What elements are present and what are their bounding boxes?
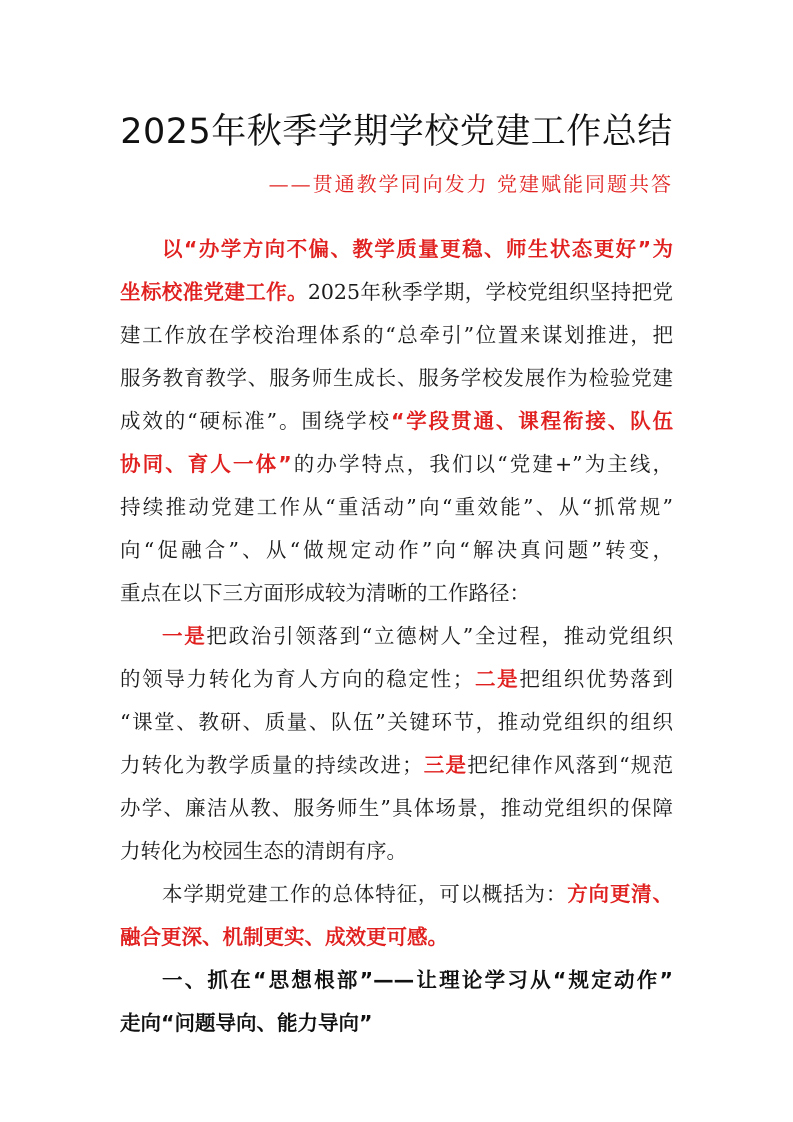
body-text: 把纪律作风落到“规范	[467, 753, 674, 777]
body-text: 本学期党建工作的总体特征，可以概括为：	[162, 882, 568, 906]
document-subtitle: ——贯通教学同向发力 党建赋能同题共答	[268, 172, 673, 196]
text-line	[120, 830, 673, 873]
section-heading-text: 走向“问题导向、能力导向”	[120, 1011, 373, 1035]
highlighted-text: 协同、育人一体”	[120, 452, 292, 476]
highlighted-text: 坐标校准党建工作。	[120, 280, 308, 304]
highlighted-text: “学段贯通、课程衔接、队伍	[390, 409, 673, 433]
body-text: 持续推动党建工作从“重活动”向“重效能”、从“抓常规”	[120, 495, 673, 519]
highlighted-text: 一是	[162, 624, 207, 648]
text-line	[120, 615, 673, 658]
text-line	[120, 228, 673, 271]
body-text: 办学、廉洁从教、服务师生”具体场景，推动党组织的保障	[120, 796, 673, 820]
highlighted-text: 方向更清、	[567, 882, 674, 906]
text-line	[120, 529, 673, 572]
body-text: 2025年秋季学期，学校党组织坚持把党	[307, 280, 674, 304]
text-line	[120, 443, 673, 486]
text-line	[120, 486, 673, 529]
text-line	[120, 787, 673, 830]
text-line	[120, 744, 673, 787]
body-text: 把政治引领落到“立德树人”全过程，推动党组织	[206, 624, 674, 648]
text-line	[120, 357, 673, 400]
section-heading-text: 一、抓在“思想根部”——让理论学习从“规定动作”	[162, 968, 673, 992]
body-text: “课堂、教研、质量、队伍”关键环节，推动党组织的组织	[120, 710, 673, 734]
highlighted-text: 融合更深、机制更实、成效更可感。	[120, 925, 448, 949]
body-text: 建工作放在学校治理体系的“总牵引”位置来谋划推进，把	[120, 323, 673, 347]
text-line	[120, 314, 673, 357]
text-line	[120, 400, 673, 443]
body-text: 重点在以下三方面形成较为清晰的工作路径：	[120, 581, 530, 605]
text-line	[120, 271, 673, 314]
document-body	[120, 228, 673, 1045]
text-line	[120, 572, 673, 615]
highlighted-text: 三是	[422, 753, 468, 777]
text-line	[120, 1002, 673, 1045]
body-text: 的办学特点，我们以“党建+”为主线，	[291, 452, 673, 476]
highlighted-text: 以“办学方向不偏、教学质量更稳、师生状态更好”为	[162, 237, 673, 261]
text-line	[120, 916, 673, 959]
body-text: 力转化为校园生态的清朗有序。	[120, 839, 407, 863]
highlighted-text: 二是	[473, 667, 520, 691]
body-text: 服务教育教学、服务师生成长、服务学校发展作为检验党建	[120, 366, 673, 390]
body-text: 成效的“硬标准”。围绕学校	[120, 409, 391, 433]
text-line	[120, 701, 673, 744]
body-text: 的领导力转化为育人方向的稳定性；	[120, 667, 474, 691]
body-text: 把组织优势落到	[519, 667, 673, 691]
text-line	[120, 873, 673, 916]
document-title: 2025年秋季学期学校党建工作总结	[120, 112, 673, 152]
body-text: 力转化为教学质量的持续改进；	[120, 753, 423, 777]
text-line	[120, 658, 673, 701]
body-text: 向“促融合”、从“做规定动作”向“解决真问题”转变，	[120, 538, 673, 562]
text-line	[120, 959, 673, 1002]
